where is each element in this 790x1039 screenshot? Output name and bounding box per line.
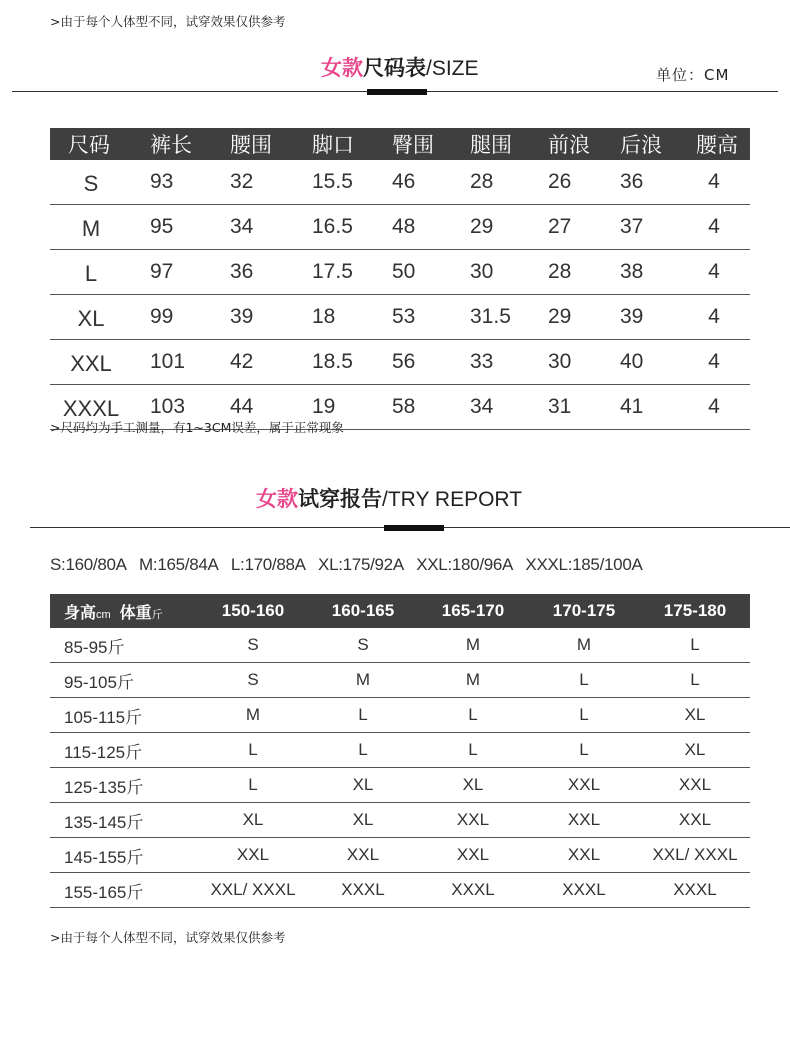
measurement-cell: 97 xyxy=(132,250,212,295)
recommended-size-cell: L xyxy=(528,698,640,733)
recommended-size-cell: XXL xyxy=(198,838,308,873)
corner-weight: 体重 xyxy=(119,604,152,622)
table-row xyxy=(50,250,750,295)
measurement-cell: 39 xyxy=(602,295,678,340)
measurement-cell: 28 xyxy=(452,160,530,205)
measurement-cell: 4 xyxy=(678,385,750,430)
weight-range-cell: 95-105斤 xyxy=(50,663,198,698)
recommended-size-cell: XXL xyxy=(528,768,640,803)
recommended-size-cell: L xyxy=(640,628,750,663)
height-range-header: 165-170 xyxy=(418,594,528,628)
size-label-cell: L xyxy=(50,250,132,295)
table-row xyxy=(50,873,750,908)
height-range-header: 160-165 xyxy=(308,594,418,628)
measurement-cell: 29 xyxy=(452,205,530,250)
recommended-size-cell: XXL xyxy=(528,803,640,838)
measurement-cell: 93 xyxy=(132,160,212,205)
weight-range-cell: 125-135斤 xyxy=(50,768,198,803)
measurement-cell: 19 xyxy=(294,385,374,430)
measurement-cell: 33 xyxy=(452,340,530,385)
recommended-size-cell: XXL xyxy=(640,768,750,803)
size-header-cell: 腰围 xyxy=(212,128,294,160)
weight-range-cell: 115-125斤 xyxy=(50,733,198,768)
size-header-cell: 腰高 xyxy=(678,128,750,160)
recommended-size-cell: XXL xyxy=(418,803,528,838)
size-header-cell: 后浪 xyxy=(602,128,678,160)
try-report-table xyxy=(50,594,750,908)
recommended-size-cell: L xyxy=(640,663,750,698)
height-range-header: 175-180 xyxy=(640,594,750,628)
measurement-cell: 46 xyxy=(374,160,452,205)
try-report-title xyxy=(256,483,522,513)
measurement-note: >尺码均为手工测量，有1~3CM误差，属于正常现象 xyxy=(50,420,344,435)
measurement-cell: 18 xyxy=(294,295,374,340)
size-chart-title xyxy=(321,52,479,82)
recommended-size-cell: L xyxy=(418,733,528,768)
corner-height: 身高 xyxy=(64,604,97,622)
weight-range-cell: 145-155斤 xyxy=(50,838,198,873)
recommended-size-cell: XXL xyxy=(418,838,528,873)
recommended-size-cell: XXL/ XXXL xyxy=(640,838,750,873)
size-spec-line: S:160/80A M:165/84A L:170/88A XL:175/92A XXL:180/96A XXXL:185/100A xyxy=(50,555,643,574)
try-title-en: /TRY REPORT xyxy=(382,488,523,511)
table-row xyxy=(50,733,750,768)
measurement-cell: 53 xyxy=(374,295,452,340)
size-chart-header-row xyxy=(50,128,750,160)
recommended-size-cell: XXL xyxy=(528,838,640,873)
size-label-cell: M xyxy=(50,205,132,250)
try-title-pink: 女款 xyxy=(256,487,298,511)
recommended-size-cell: XL xyxy=(418,768,528,803)
recommended-size-cell: S xyxy=(198,663,308,698)
size-title-pink: 女款 xyxy=(321,56,363,80)
measurement-cell: 4 xyxy=(678,340,750,385)
weight-range-cell: 85-95斤 xyxy=(50,628,198,663)
size-title-en: /SIZE xyxy=(426,57,479,80)
size-header-cell: 裤长 xyxy=(132,128,212,160)
table-row xyxy=(50,698,750,733)
height-range-header: 150-160 xyxy=(198,594,308,628)
table-row xyxy=(50,803,750,838)
recommended-size-cell: XL xyxy=(308,803,418,838)
measurement-cell: 4 xyxy=(678,250,750,295)
table-row xyxy=(50,340,750,385)
size-header-cell: 腿围 xyxy=(452,128,530,160)
recommended-size-cell: L xyxy=(528,663,640,698)
measurement-cell: 36 xyxy=(602,160,678,205)
measurement-cell: 28 xyxy=(530,250,602,295)
size-header-cell: 前浪 xyxy=(530,128,602,160)
recommended-size-cell: L xyxy=(418,698,528,733)
measurement-cell: 101 xyxy=(132,340,212,385)
recommended-size-cell: XL xyxy=(640,733,750,768)
size-header-cell: 臀围 xyxy=(374,128,452,160)
measurement-cell: 16.5 xyxy=(294,205,374,250)
weight-range-cell: 155-165斤 xyxy=(50,873,198,908)
size-chart-table xyxy=(50,128,750,430)
measurement-cell: 4 xyxy=(678,295,750,340)
size-label-cell: XXXL xyxy=(50,385,132,430)
measurement-cell: 29 xyxy=(530,295,602,340)
recommended-size-cell: XXL xyxy=(640,803,750,838)
table-row xyxy=(50,205,750,250)
measurement-cell: 58 xyxy=(374,385,452,430)
measurement-cell: 30 xyxy=(530,340,602,385)
corner-height-unit: cm xyxy=(96,608,111,621)
recommended-size-cell: XXXL xyxy=(640,873,750,908)
measurement-cell: 4 xyxy=(678,205,750,250)
recommended-size-cell: XXL/ XXXL xyxy=(198,873,308,908)
measurement-cell: 103 xyxy=(132,385,212,430)
recommended-size-cell: M xyxy=(198,698,308,733)
size-label-cell: XL xyxy=(50,295,132,340)
recommended-size-cell: XXXL xyxy=(418,873,528,908)
corner-weight-unit: 斤 xyxy=(151,608,163,621)
try-report-header-row xyxy=(50,594,750,628)
weight-range-cell: 105-115斤 xyxy=(50,698,198,733)
size-label-cell: XXL xyxy=(50,340,132,385)
weight-range-cell: 135-145斤 xyxy=(50,803,198,838)
measurement-cell: 37 xyxy=(602,205,678,250)
size-header-cell: 脚口 xyxy=(294,128,374,160)
measurement-cell: 50 xyxy=(374,250,452,295)
measurement-cell: 41 xyxy=(602,385,678,430)
measurement-cell: 15.5 xyxy=(294,160,374,205)
recommended-size-cell: M xyxy=(418,663,528,698)
recommended-size-cell: L xyxy=(308,698,418,733)
recommended-size-cell: XL xyxy=(308,768,418,803)
recommended-size-cell: L xyxy=(528,733,640,768)
table-row xyxy=(50,295,750,340)
measurement-cell: 38 xyxy=(602,250,678,295)
measurement-cell: 56 xyxy=(374,340,452,385)
height-range-header: 170-175 xyxy=(528,594,640,628)
recommended-size-cell: S xyxy=(198,628,308,663)
recommended-size-cell: XXXL xyxy=(528,873,640,908)
top-note: >由于每个人体型不同，试穿效果仅供参考 xyxy=(50,14,286,29)
recommended-size-cell: S xyxy=(308,628,418,663)
size-title-bold: 尺码表 xyxy=(363,56,426,80)
corner-header xyxy=(50,594,198,628)
table-row xyxy=(50,838,750,873)
measurement-cell: 34 xyxy=(452,385,530,430)
try-title-bold: 试穿报告 xyxy=(298,487,382,511)
measurement-cell: 40 xyxy=(602,340,678,385)
size-label-cell: S xyxy=(50,160,132,205)
measurement-cell: 30 xyxy=(452,250,530,295)
measurement-cell: 36 xyxy=(212,250,294,295)
size-title-accent-bar xyxy=(367,89,427,95)
unit-label: 单位：CM xyxy=(656,66,730,84)
table-row xyxy=(50,160,750,205)
try-title-accent-bar xyxy=(384,525,444,531)
measurement-cell: 34 xyxy=(212,205,294,250)
measurement-cell: 99 xyxy=(132,295,212,340)
measurement-cell: 27 xyxy=(530,205,602,250)
table-row xyxy=(50,628,750,663)
size-header-cell: 尺码 xyxy=(50,128,132,160)
measurement-cell: 17.5 xyxy=(294,250,374,295)
measurement-cell: 4 xyxy=(678,160,750,205)
recommended-size-cell: XL xyxy=(198,803,308,838)
measurement-cell: 48 xyxy=(374,205,452,250)
measurement-cell: 95 xyxy=(132,205,212,250)
measurement-cell: 31 xyxy=(530,385,602,430)
measurement-cell: 39 xyxy=(212,295,294,340)
measurement-cell: 32 xyxy=(212,160,294,205)
measurement-cell: 42 xyxy=(212,340,294,385)
recommended-size-cell: M xyxy=(418,628,528,663)
measurement-cell: 44 xyxy=(212,385,294,430)
recommended-size-cell: XXXL xyxy=(308,873,418,908)
measurement-cell: 18.5 xyxy=(294,340,374,385)
measurement-cell: 26 xyxy=(530,160,602,205)
recommended-size-cell: XXL xyxy=(308,838,418,873)
recommended-size-cell: XL xyxy=(640,698,750,733)
recommended-size-cell: L xyxy=(308,733,418,768)
recommended-size-cell: L xyxy=(198,733,308,768)
bottom-note: >由于每个人体型不同，试穿效果仅供参考 xyxy=(50,930,286,945)
table-row xyxy=(50,768,750,803)
recommended-size-cell: M xyxy=(308,663,418,698)
recommended-size-cell: M xyxy=(528,628,640,663)
table-row xyxy=(50,663,750,698)
measurement-cell: 31.5 xyxy=(452,295,530,340)
recommended-size-cell: L xyxy=(198,768,308,803)
